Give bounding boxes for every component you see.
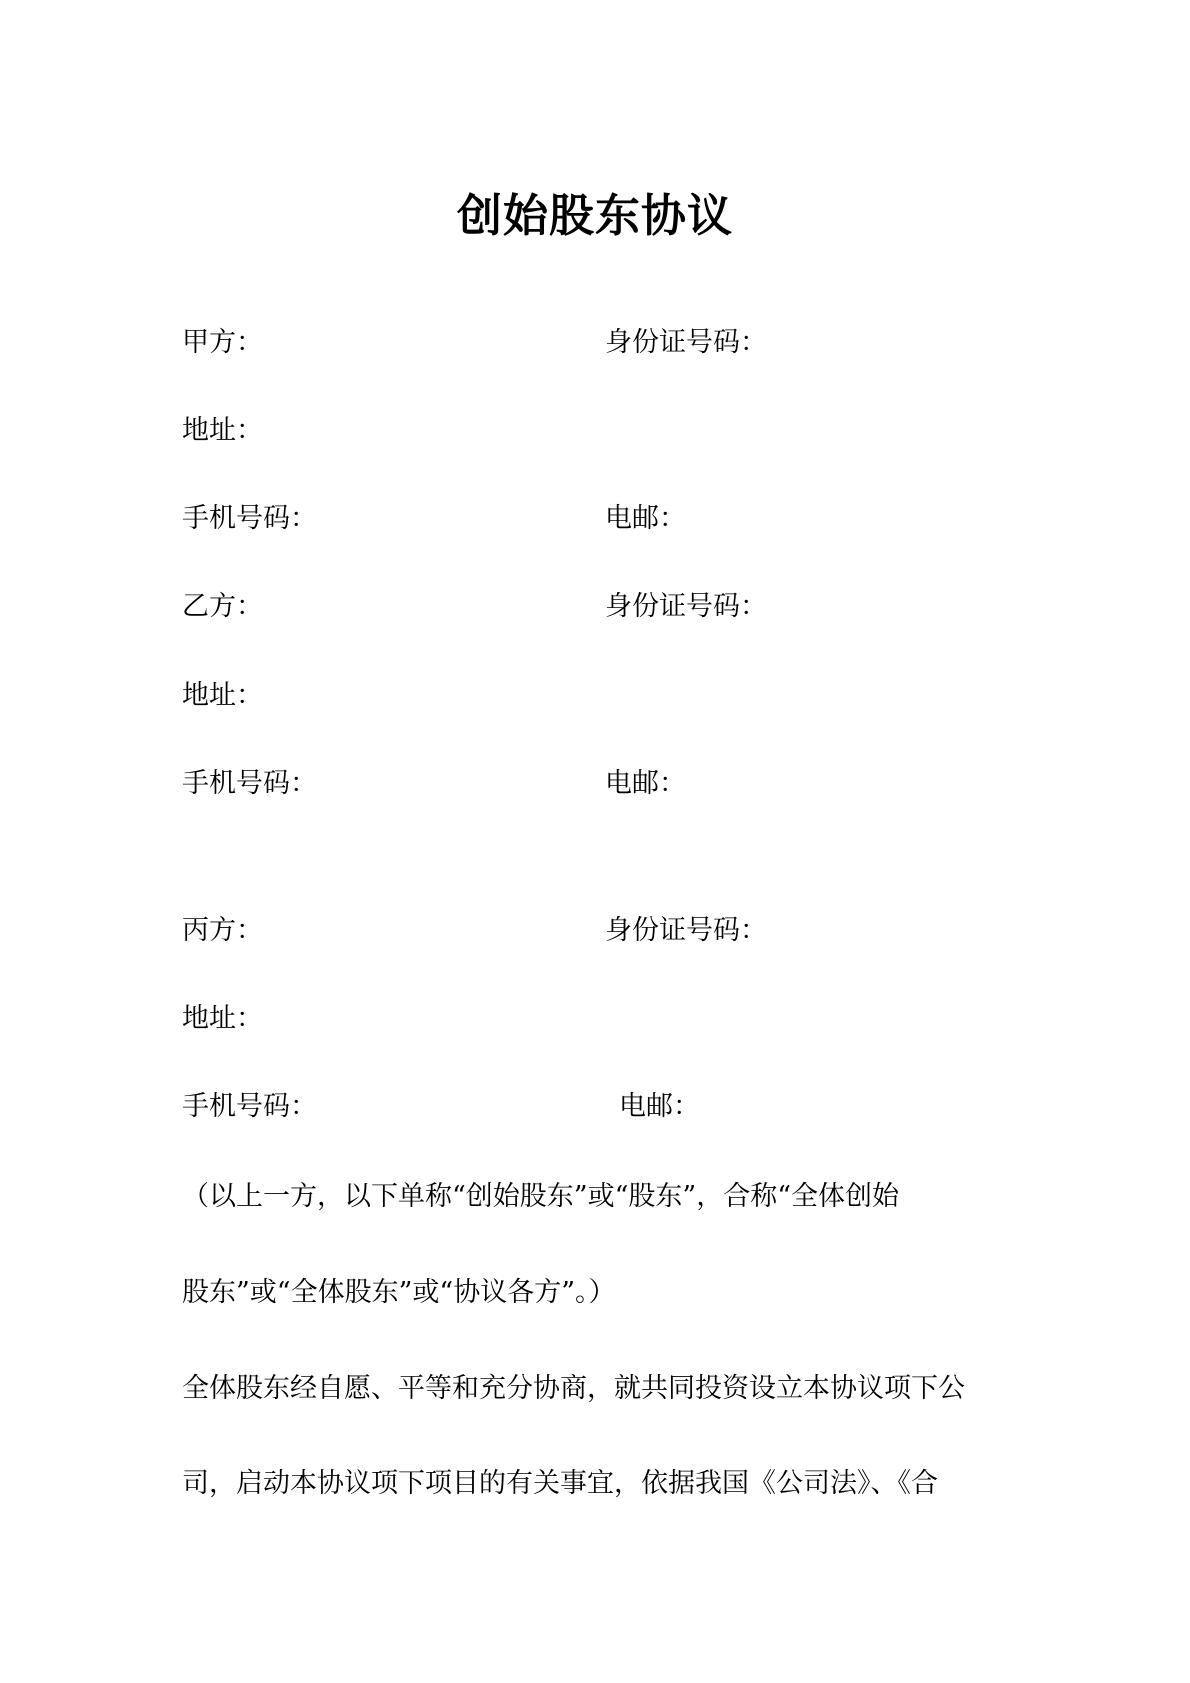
party-b-address-label: 地址： [182, 680, 263, 711]
party-b-phone-label: 手机号码： [182, 768, 317, 799]
party-c-label: 丙方： [182, 915, 263, 946]
paragraph-line: 全体股东经自愿、平等和充分协商，就共同投资设立本协议项下公 [182, 1373, 965, 1404]
party-a-label: 甲方： [182, 327, 263, 358]
party-b-id-label: 身份证号码： [605, 591, 767, 622]
party-c-id-label: 身份证号码： [605, 915, 767, 946]
paragraph-line: 股东”或“全体股东”或“协议各方”。） [182, 1277, 616, 1308]
party-a-address-label: 地址： [182, 415, 263, 446]
party-a-phone-label: 手机号码： [182, 503, 317, 534]
party-a-id-label: 身份证号码： [605, 327, 767, 358]
party-c-email-label: 电邮： [619, 1091, 700, 1122]
party-b-label: 乙方： [182, 591, 263, 622]
paragraph-line: 司，启动本协议项下项目的有关事宜，依据我国《公司法》、《合 [182, 1468, 938, 1499]
paragraph-line: （以上一方，以下单称“创始股东”或“股东”，合称“全体创始 [182, 1181, 900, 1212]
party-c-phone-label: 手机号码： [182, 1091, 317, 1122]
party-b-email-label: 电邮： [605, 768, 686, 799]
party-a-email-label: 电邮： [605, 503, 686, 534]
document-title: 创始股东协议 [456, 189, 733, 242]
party-c-address-label: 地址： [182, 1003, 263, 1034]
